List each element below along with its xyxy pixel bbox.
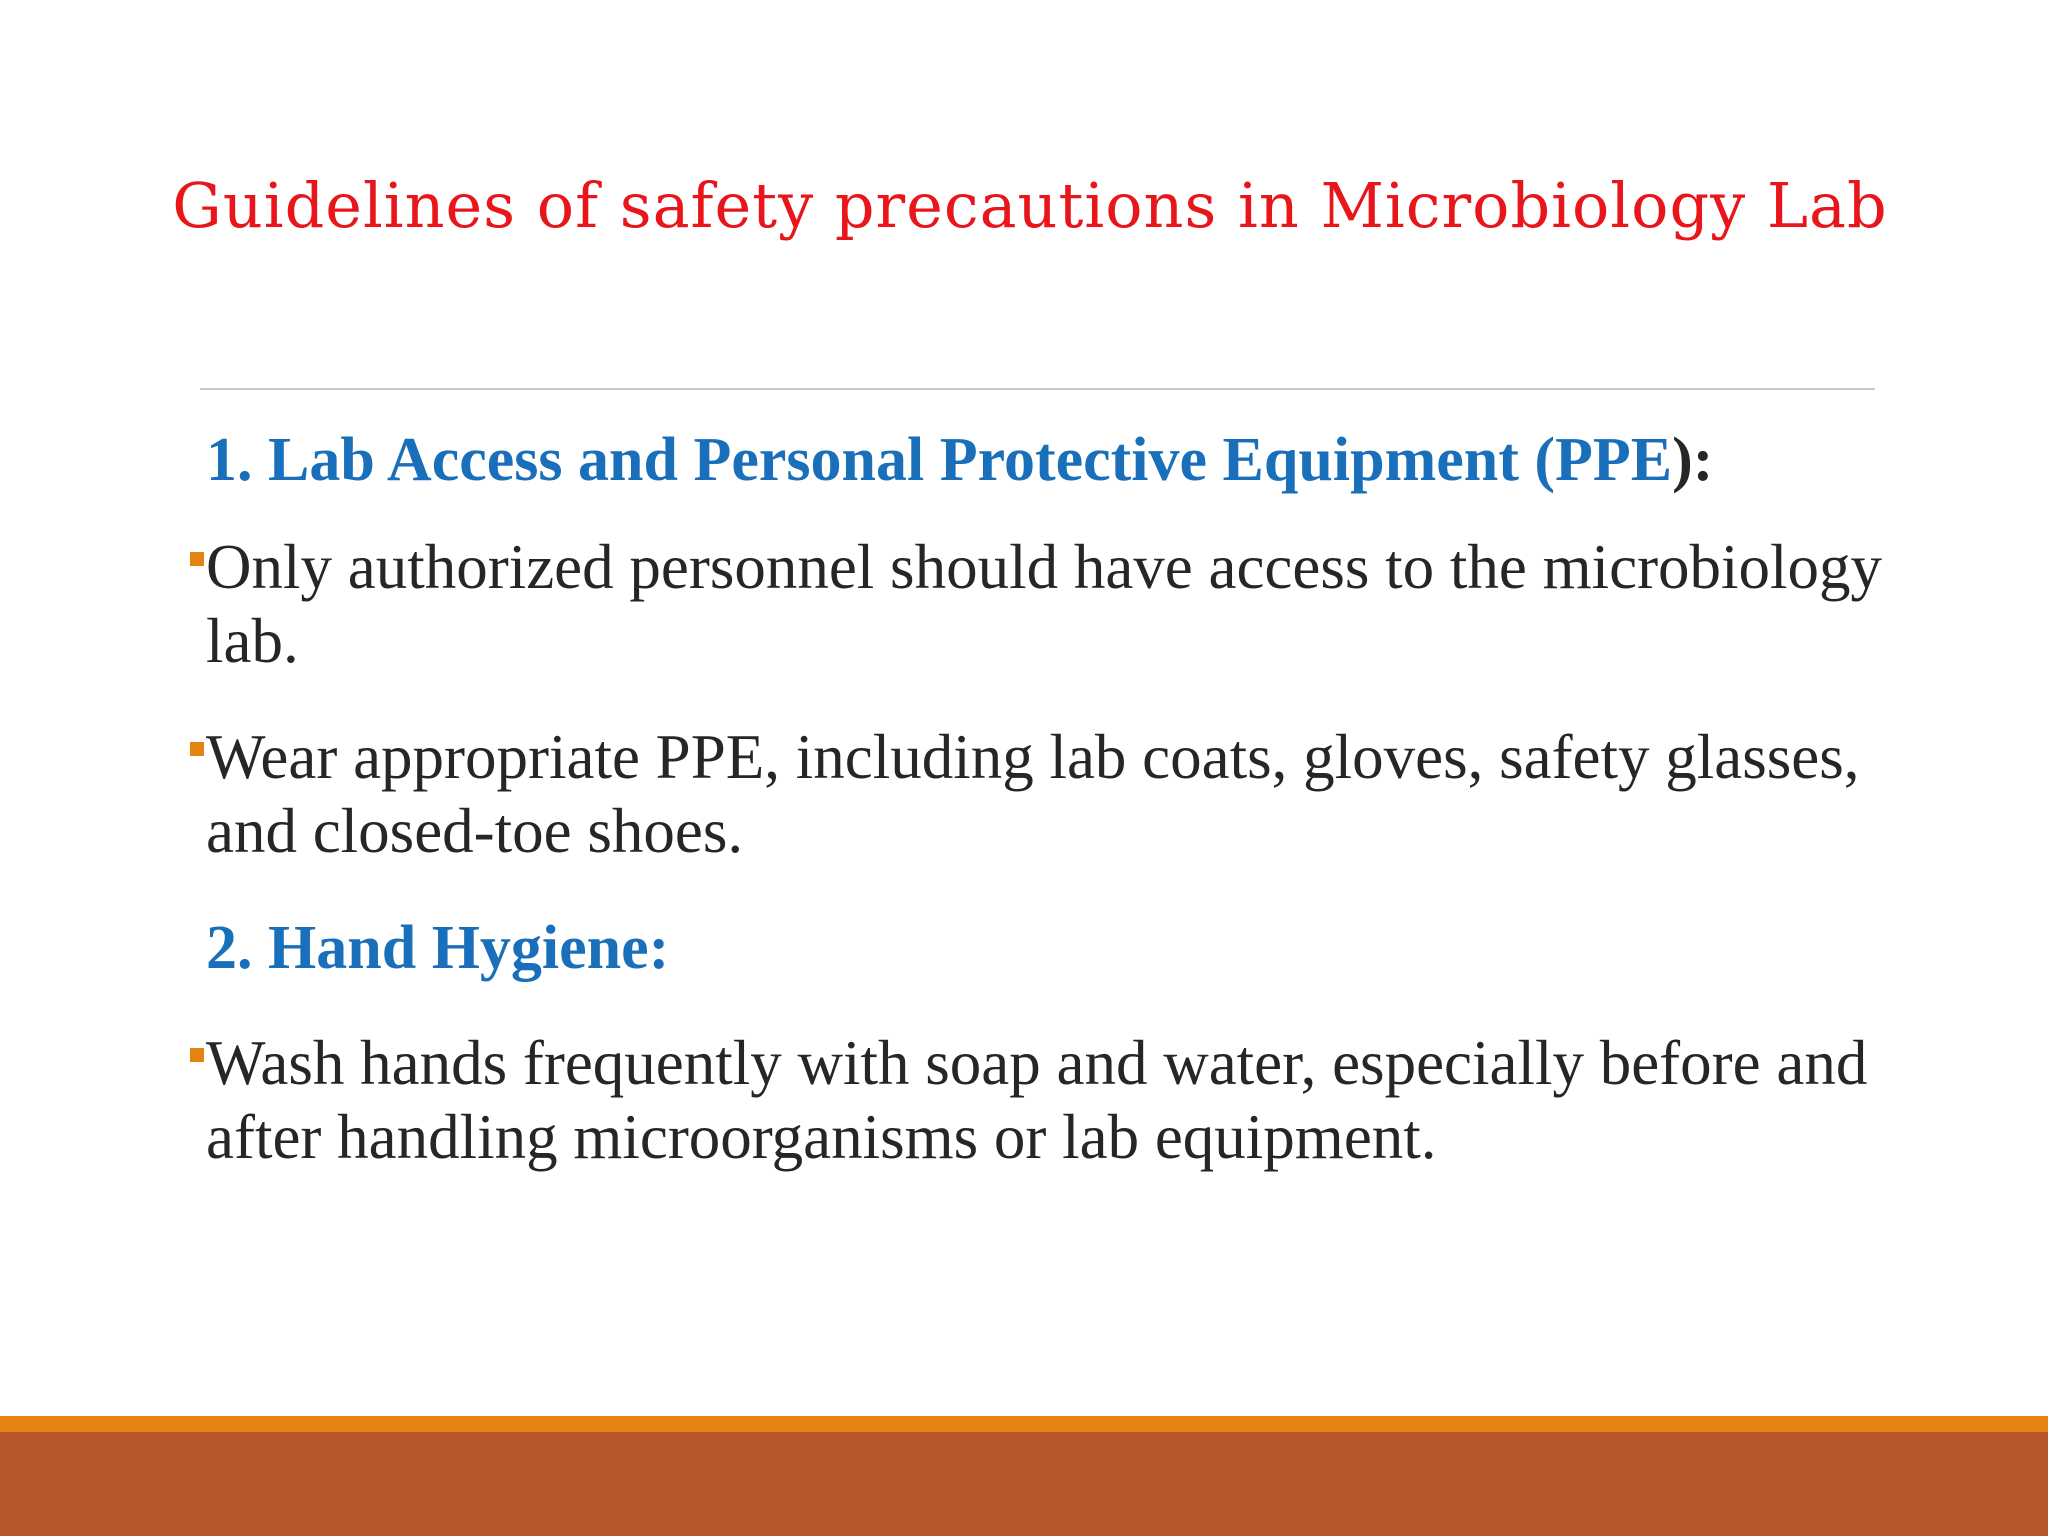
- bullet-text: Wash hands frequently with soap and water, especially before and after handling microorganisms or lab equipment.: [206, 1028, 1868, 1172]
- section-heading-ppe: [206, 422, 1890, 498]
- bullet-item: [190, 530, 1890, 678]
- bullet-text: Wear appropriate PPE, including lab coats, gloves, safety glasses, and closed-toe shoes.: [206, 722, 1860, 866]
- footer-accent-strip: [0, 1416, 2048, 1432]
- bullet-text: Only authorized personnel should have access to the microbiology lab.: [206, 532, 1883, 676]
- footer-bar: [0, 1432, 2048, 1536]
- square-bullet-icon: [190, 742, 204, 756]
- square-bullet-icon: [190, 552, 204, 566]
- bullet-item: [190, 1026, 1890, 1174]
- slide-content: [190, 422, 1890, 1216]
- square-bullet-icon: [190, 1048, 204, 1062]
- title-divider: [200, 388, 1875, 390]
- section-heading-ppe-suffix: ):: [1672, 426, 1714, 494]
- section-heading-hand-hygiene: 2. Hand Hygiene:: [206, 914, 670, 982]
- bullet-item: [190, 720, 1890, 868]
- section-heading-ppe-text: 1. Lab Access and Personal Protective Equipment (PPE: [206, 426, 1673, 494]
- slide-title: Guidelines of safety precautions in Microbiology Lab: [172, 169, 1888, 242]
